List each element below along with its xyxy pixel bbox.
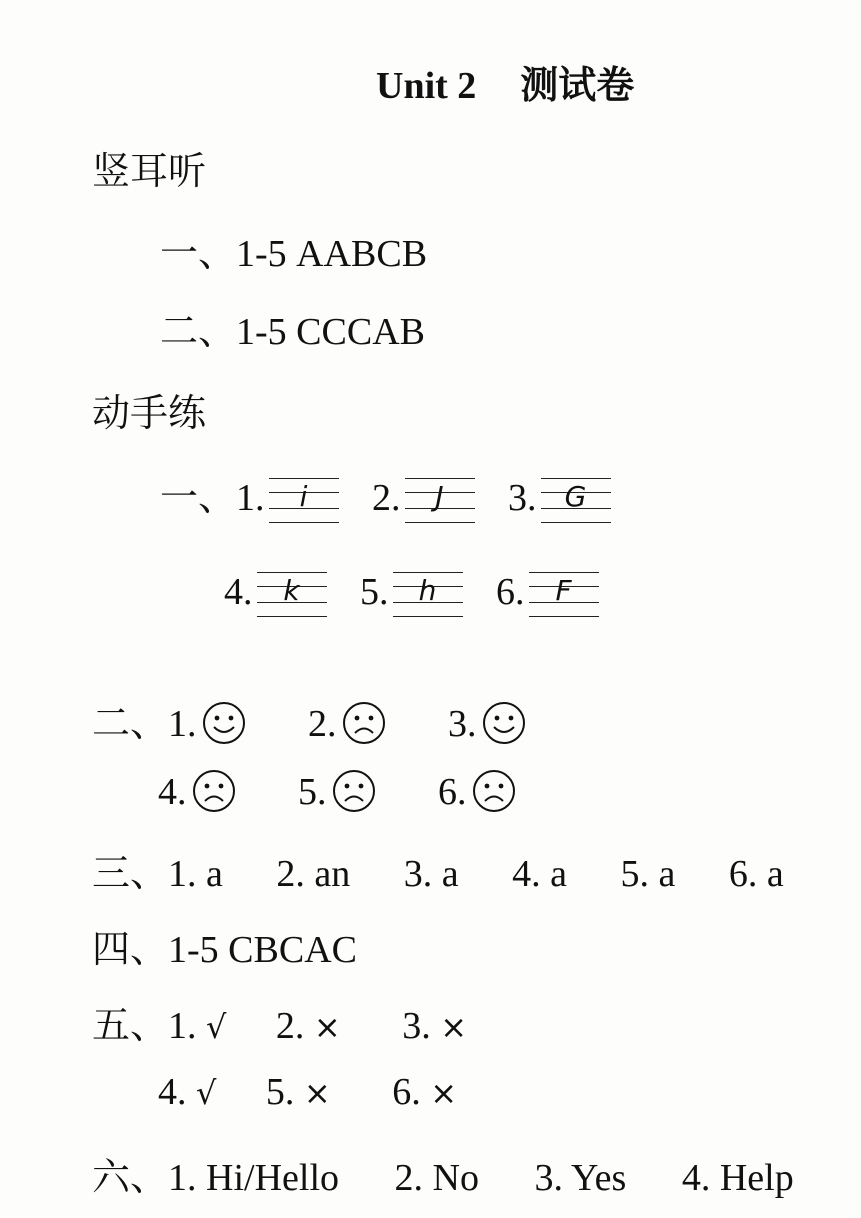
frown-icon — [341, 700, 387, 746]
writing-row-1: 一、1. i 2. J 3. G — [160, 466, 611, 524]
smile-icon — [481, 700, 527, 746]
check-icon: √ — [206, 1008, 227, 1046]
writing-lines: F — [529, 570, 599, 618]
faces-row-2 — [158, 768, 517, 814]
judgement-row-1: 五、1. √ 2. × 3. × — [92, 1003, 468, 1047]
articles-row: 三、1. a 2. an 3. a 4. a 5. a 6. a — [92, 851, 784, 895]
writing-lines: G — [541, 476, 611, 524]
writing-item: 1. i — [236, 476, 339, 524]
face-item: 6. — [438, 768, 517, 814]
fill-answer: 2. No — [394, 1157, 479, 1199]
greeting-row: 六、1. Hi/Hello 2. No 3. Yes 4. Help — [92, 1155, 794, 1199]
frown-icon — [331, 768, 377, 814]
writing-item: 6. F — [496, 570, 599, 618]
frown-icon — [471, 768, 517, 814]
writing-item: 5. h — [360, 570, 463, 618]
listening-answer-1: 一、1-5 AABCB — [160, 231, 428, 275]
title-unit: Unit 2 — [376, 65, 477, 107]
writing-item: 2. J — [372, 476, 475, 524]
faces-row-1: 二、1. 2. 3. — [92, 692, 527, 747]
cross-icon: × — [303, 1074, 331, 1112]
article-answer: 5. a — [620, 853, 676, 895]
face-item: 3. — [448, 700, 527, 746]
cross-icon: × — [430, 1074, 458, 1112]
check-icon: √ — [196, 1074, 217, 1112]
section-heading-listening: 竖耳听 — [92, 149, 207, 193]
cross-icon: × — [313, 1008, 341, 1046]
face-item: 1. — [168, 700, 247, 746]
smile-icon — [201, 700, 247, 746]
section-heading-practice: 动手练 — [92, 391, 207, 435]
fill-answer: 3. Yes — [534, 1157, 627, 1199]
face-item: 2. — [308, 700, 387, 746]
fill-answer: 1. Hi/Hello — [168, 1157, 339, 1199]
face-item: 5. — [298, 768, 377, 814]
article-answer: 1. a — [168, 853, 223, 895]
page-title — [376, 54, 634, 109]
writing-lines: h — [393, 570, 463, 618]
writing-lines: k — [257, 570, 327, 618]
writing-row-2 — [224, 570, 599, 618]
judgement-row-2: 4. √ 5. × 6. × — [158, 1071, 458, 1113]
article-answer: 2. an — [276, 853, 351, 895]
writing-item: 3. G — [508, 476, 611, 524]
choice-answer-row: 四、1-5 CBCAC — [92, 927, 357, 971]
writing-item: 4. k — [224, 570, 327, 618]
writing-lines: i — [269, 476, 339, 524]
frown-icon — [191, 768, 237, 814]
article-answer: 3. a — [403, 853, 459, 895]
face-item: 4. — [158, 768, 237, 814]
article-answer: 4. a — [512, 853, 568, 895]
cross-icon: × — [440, 1008, 468, 1046]
title-name: 测试卷 — [520, 63, 635, 107]
listening-answer-2: 二、1-5 CCCAB — [160, 309, 425, 353]
writing-lines: J — [405, 476, 475, 524]
fill-answer: 4. Help — [681, 1157, 794, 1199]
article-answer: 6. a — [728, 853, 784, 895]
